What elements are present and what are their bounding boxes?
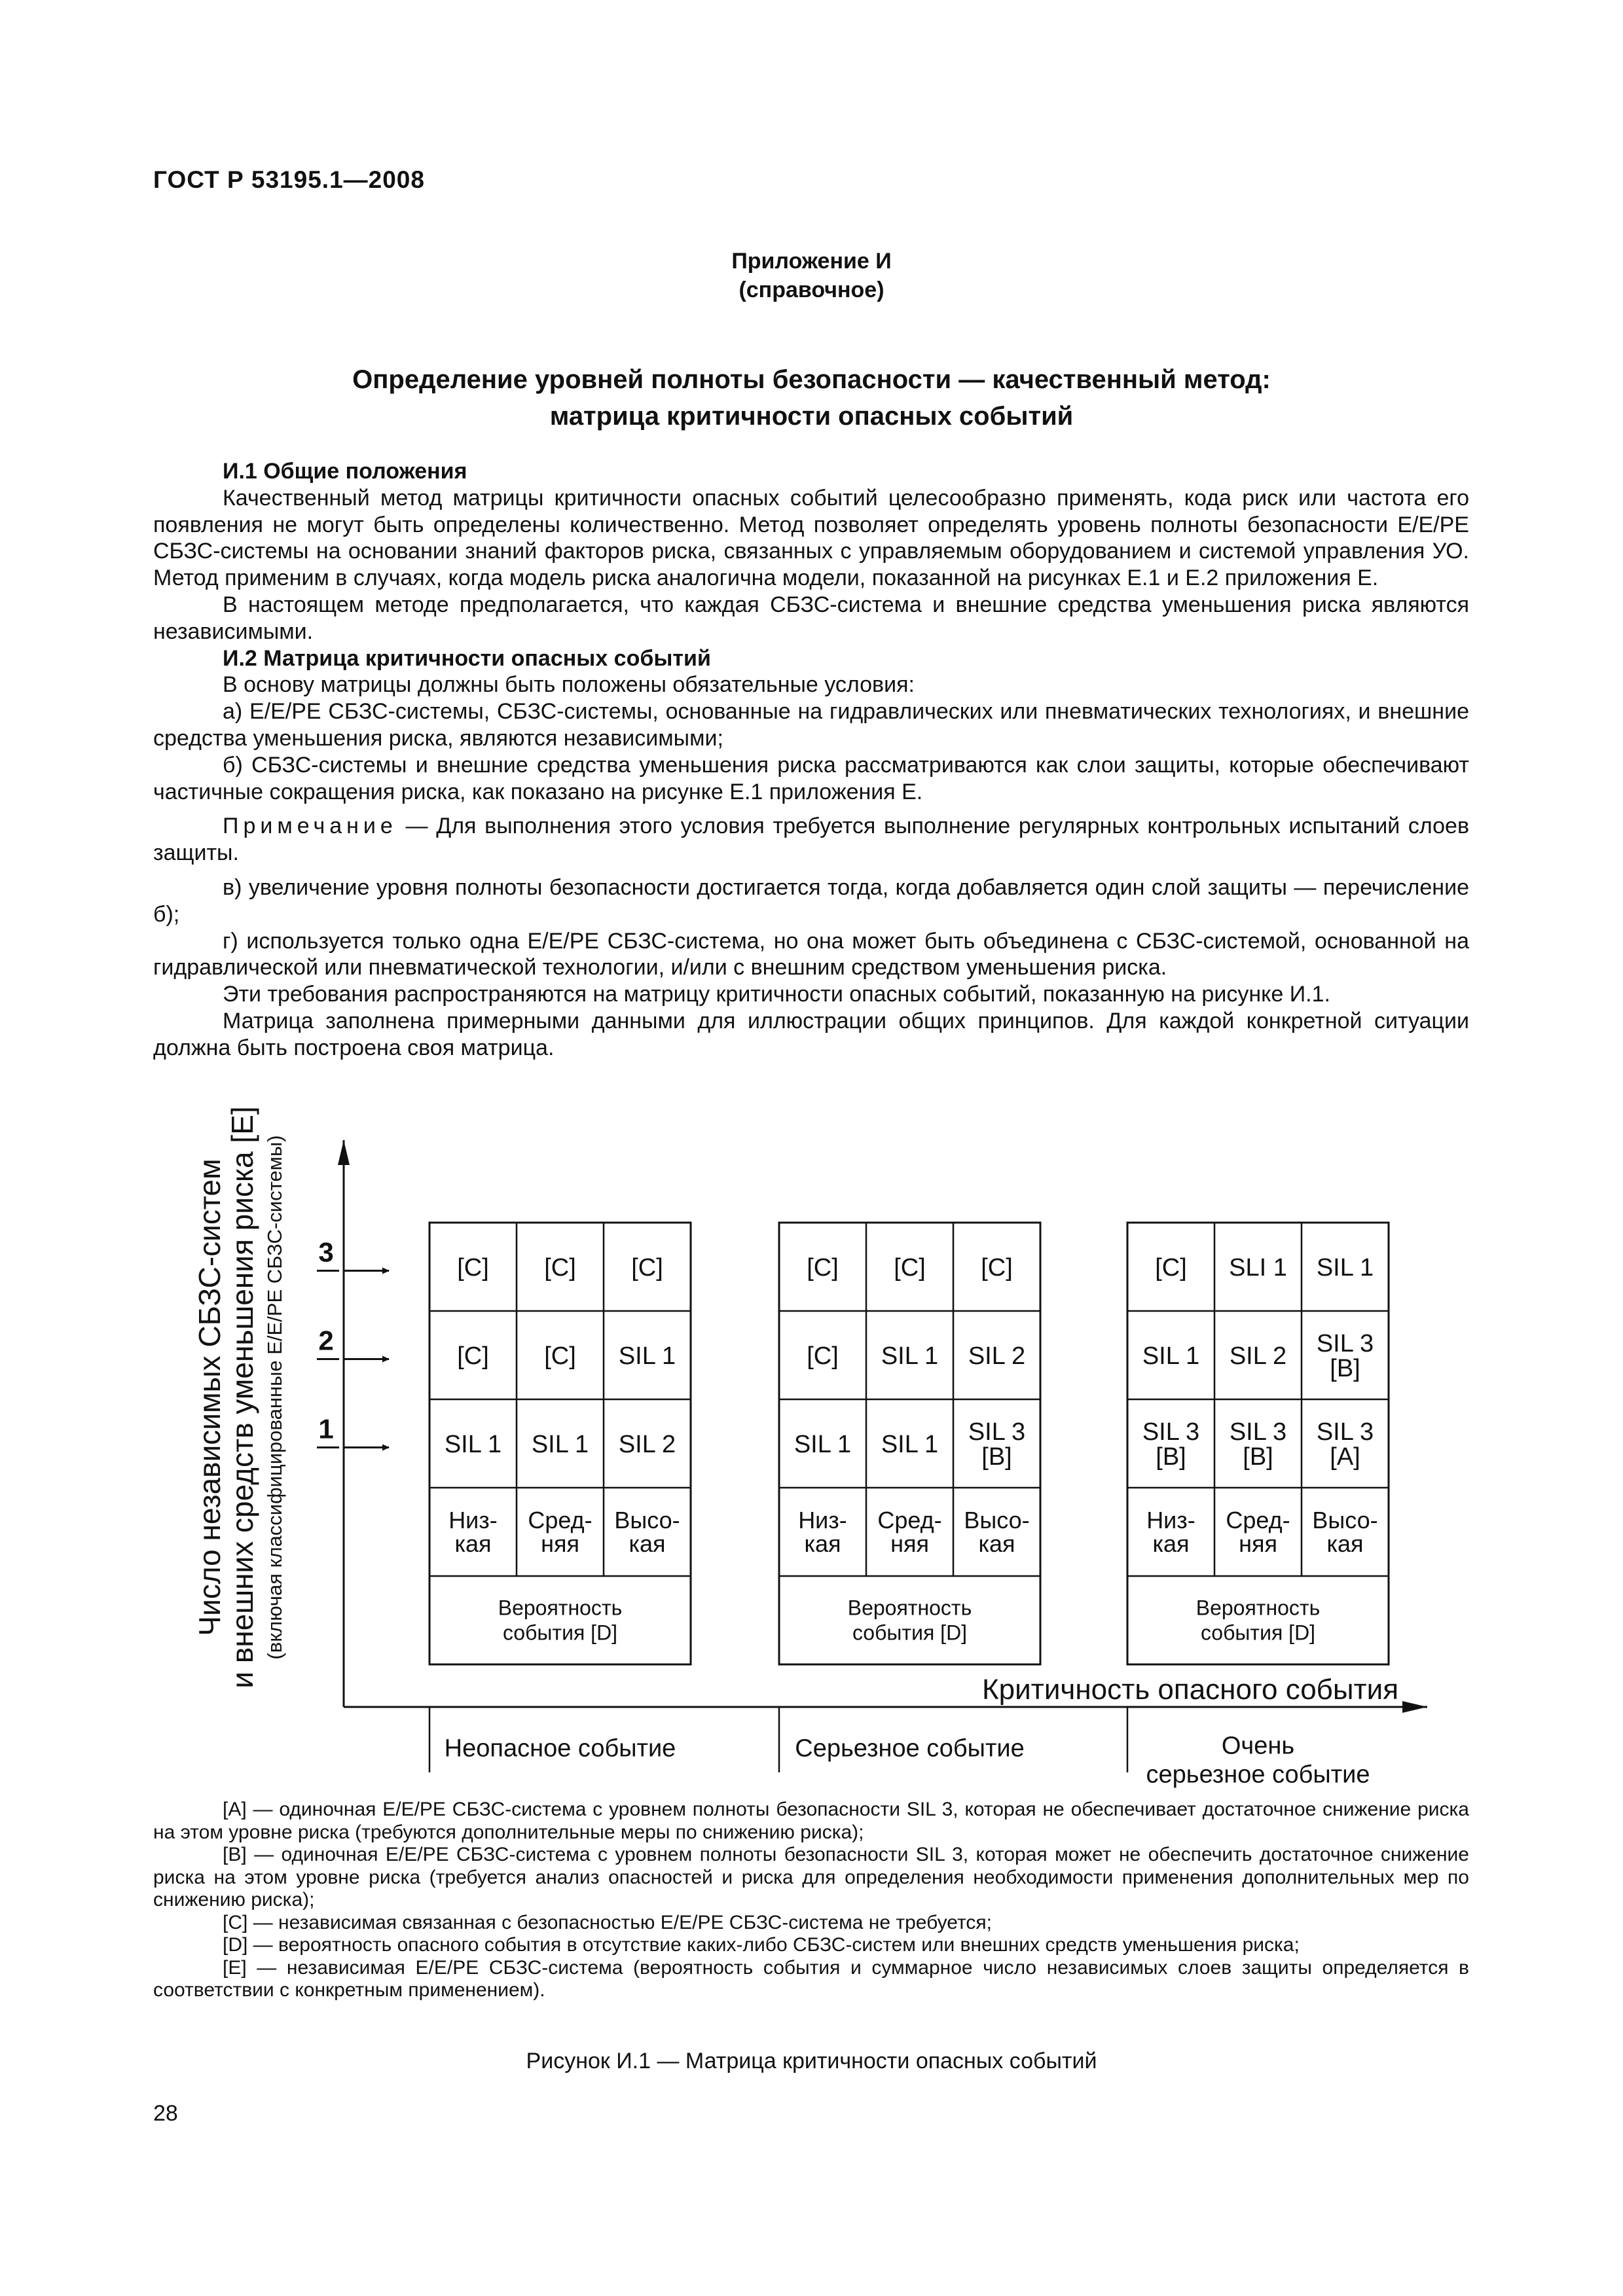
matrix-cell-value: SIL 1 <box>881 1342 939 1370</box>
matrix-cell-value: SIL 3 <box>968 1418 1026 1446</box>
probability-level: Высо- <box>1312 1507 1378 1534</box>
probability-level: кая <box>978 1530 1015 1558</box>
matrix-cell-value: [C] <box>807 1253 839 1282</box>
probability-label: Вероятность <box>1195 1596 1321 1620</box>
probability-level: няя <box>1239 1530 1277 1558</box>
note-label: Примечание <box>223 814 397 839</box>
matrix-cell-value: SIL 1 <box>531 1430 589 1458</box>
y-axis-label-line-1: Число независимых СБЗС-систем <box>192 1158 227 1636</box>
probability-level: Низ- <box>1146 1507 1195 1534</box>
legend-item-a: [A] — одиночная Е/Е/РЕ СБЗС-система с уровнем полноты безопасности SIL 3, которая не обеспечивает достаточное снижение риска на этом уровне риска (требуются дополнительные меры по снижению риска); <box>153 1799 1469 1843</box>
legend-item-b: [B] — одиночная Е/Е/РЕ СБЗС-система с уровнем полноты безопасности SIL 3, которая может не обеспечить достаточное снижение риска на этом уровне риска (требуется анализ опасностей и риска для определения необходимости применения дополнительных мер по снижению риска); <box>153 1844 1469 1910</box>
matrix-cell-value: SIL 1 <box>881 1430 939 1458</box>
y-axis-label-line-3: (включая классифицированные E/E/PE СБЗС-системы) <box>263 1135 286 1660</box>
list-item-a: а) Е/Е/РЕ СБЗС-системы, СБЗС-системы, основанные на гидравлических или пневматических технологиях, и внешние средства уменьшения риска, являются независимыми; <box>153 699 1469 751</box>
matrix-cell-value: [B] <box>1330 1354 1360 1382</box>
matrix-cell-value: SIL 1 <box>1316 1253 1374 1282</box>
matrix-cell-value: [C] <box>981 1253 1013 1282</box>
matrix-cell-value: SIL 3 <box>1142 1418 1200 1446</box>
probability-level: кая <box>1152 1530 1190 1558</box>
matrix-cell-value: [C] <box>457 1342 489 1370</box>
paragraph: Матрица заполнена примерными данными для иллюстрации общих принципов. Для каждой конкретной ситуации должна быть построена своя матрица. <box>153 1008 1469 1060</box>
paragraph: Эти требования распространяются на матрицу критичности опасных событий, показанную на рисунке И.1. <box>223 982 1330 1007</box>
probability-level: Сред- <box>877 1507 942 1534</box>
matrix-cell-value: SIL 2 <box>968 1342 1026 1370</box>
severity-category-label: Серьезное событие <box>795 1734 1025 1763</box>
probability-level: кая <box>454 1530 492 1558</box>
matrix-cell-value: [C] <box>544 1253 576 1282</box>
title-line-1: Определение уровней полноты безопасности — качественный метод: <box>352 365 1271 394</box>
probability-level: Высо- <box>614 1507 680 1534</box>
matrix-cell-value: SLI 1 <box>1229 1253 1287 1282</box>
paragraph: Качественный метод матрицы критичности опасных событий целесообразно применять, кода риск или частота его появления не могут быть определены количественно. Метод позволяет определять уровень полноты безопасности Е/Е/РЕ СБЗС-системы на основании знаний факторов риска, связанных с управляемым оборудованием и системой управления УО. Метод применим в случаях, когда модель риска аналогична модели, показанной на рисунках Е.1 и Е.2 приложения Е. <box>153 485 1469 591</box>
matrix-cell-value: [C] <box>807 1342 839 1370</box>
paragraph: В настоящем методе предполагается, что каждая СБЗС-система и внешние средства уменьшения риска являются независимыми. <box>153 592 1469 644</box>
section-heading-1: И.1 Общие положения <box>223 459 467 484</box>
title-line-2: матрица критичности опасных событий <box>549 402 1074 431</box>
matrix-cell-value: SIL 1 <box>618 1342 676 1370</box>
list-item-g: г) используется только одна Е/Е/РЕ СБЗС-система, но она может быть объединена с СБЗС-системой, основанной на гидравлической или пневматической технологии, и/или с внешним средством уменьшения риска. <box>153 928 1469 980</box>
matrix-cell-value: [C] <box>631 1253 663 1282</box>
probability-label: события [D] <box>852 1621 968 1645</box>
probability-level: Низ- <box>798 1507 847 1534</box>
figure-legend <box>153 1799 1469 2002</box>
matrix-cell-value: SIL 3 <box>1229 1418 1287 1446</box>
page-number: 28 <box>153 2101 178 2126</box>
probability-level: няя <box>541 1530 579 1558</box>
section-heading-2: И.2 Матрица критичности опасных событий <box>223 645 711 671</box>
matrix-cell-value: [B] <box>981 1443 1012 1471</box>
figure-caption: Рисунок И.1 — Матрица критичности опасных событий <box>526 2049 1097 2073</box>
probability-level: кая <box>1326 1530 1364 1558</box>
probability-level: Высо- <box>964 1507 1030 1534</box>
matrix-cell-value: [B] <box>1156 1443 1186 1471</box>
matrix-cell-value: [C] <box>457 1253 489 1282</box>
appendix-type: (справочное) <box>739 278 884 302</box>
legend-item-d: [D] — вероятность опасного события в отсутствие каких-либо СБЗС-систем или внешних средств уменьшения риска; <box>223 1934 1300 1956</box>
x-axis-label: Критичность опасного события <box>982 1674 1399 1706</box>
matrix-cell-value: SIL 1 <box>444 1430 502 1458</box>
matrix-cell-value: SIL 3 <box>1316 1418 1374 1446</box>
severity-category-label: Неопасное событие <box>444 1734 676 1763</box>
document-code: ГОСТ Р 53195.1—2008 <box>153 166 425 193</box>
matrix-cell-value: SIL 1 <box>1142 1342 1200 1370</box>
list-item-v: в) увеличение уровня полноты безопасности достигается тогда, когда добавляется один слой защиты — перечисление б); <box>153 874 1469 927</box>
appendix-label: Приложение И <box>731 249 892 274</box>
probability-label: события [D] <box>502 1621 618 1645</box>
probability-label: Вероятность <box>498 1596 623 1620</box>
note-text: — Для выполнения этого условия требуется выполнение регулярных контрольных испытаний слоев защиты. <box>153 814 1469 866</box>
probability-level: Сред- <box>528 1507 593 1534</box>
y-level-label: 3 <box>318 1236 334 1268</box>
probability-level: кая <box>629 1530 666 1558</box>
severity-category-label: Очень <box>1221 1732 1295 1760</box>
list-item-b: б) СБЗС-системы и внешние средства уменьшения риска рассматриваются как слои защиты, которые обеспечивают частичные сокращения риска, как показано на рисунке Е.1 приложения Е. <box>153 752 1469 804</box>
probability-level: Сред- <box>1226 1507 1290 1534</box>
probability-level: Низ- <box>448 1507 498 1534</box>
matrix-cell-value: SIL 2 <box>1229 1342 1287 1370</box>
y-level-label: 2 <box>318 1325 334 1356</box>
matrix-cell-value: SIL 1 <box>793 1430 852 1458</box>
probability-label: Вероятность <box>847 1596 972 1620</box>
matrix-cell-value: SIL 3 <box>1316 1329 1374 1357</box>
matrix-cell-value: [C] <box>544 1342 576 1370</box>
paragraph: В основу матрицы должны быть положены обязательные условия: <box>223 672 915 698</box>
probability-level: няя <box>890 1530 929 1558</box>
matrix-cell-value: [B] <box>1243 1443 1273 1471</box>
matrix-cell-value: [C] <box>1155 1253 1187 1282</box>
severity-category-label: серьезное событие <box>1146 1761 1370 1789</box>
legend-item-c: [C] — независимая связанная с безопасностью Е/Е/РЕ СБЗС-система не требуется; <box>223 1911 992 1933</box>
y-level-label: 1 <box>318 1413 334 1444</box>
probability-level: кая <box>804 1530 841 1558</box>
y-axis-label-line-2: и внешних средств уменьшения риска [E] <box>225 1106 259 1689</box>
legend-item-e: [E] — независимая Е/Е/РЕ СБЗС-система (вероятность события и суммарное число независимых слоев защиты определяется в соответствии с конкретным применением). <box>153 1956 1469 2001</box>
matrix-cell-value: SIL 2 <box>618 1430 676 1458</box>
matrix-cell-value: [C] <box>894 1253 926 1282</box>
probability-label: события [D] <box>1200 1621 1316 1645</box>
matrix-cell-value: [A] <box>1330 1443 1360 1471</box>
